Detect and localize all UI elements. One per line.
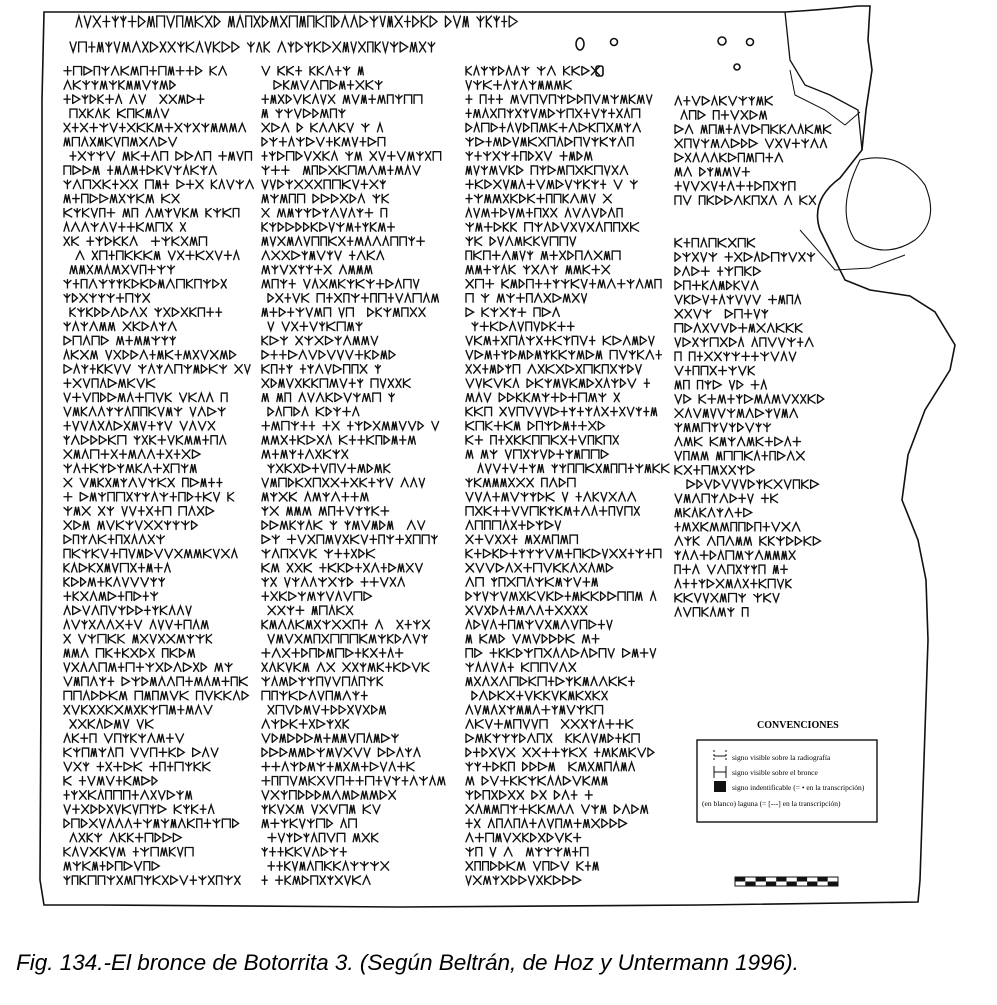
legend-item-3: signo indentificable (= • en la transcripción)	[732, 783, 865, 792]
legend-item-4: (en blanco) laguna (= [---] en la transcripción)	[702, 799, 841, 808]
solid-bracket-icon	[714, 766, 726, 778]
filled-square-icon	[714, 781, 726, 792]
dotted-bracket-icon	[714, 750, 726, 762]
inscription-lines	[64, 16, 831, 884]
legend	[697, 720, 877, 822]
legend-title: CONVENCIONES	[757, 720, 839, 731]
legend-item-1: signo visible sobre la radiografía	[732, 753, 831, 762]
scale-bar	[735, 877, 838, 886]
legend-item-2: signo visible sobre el bronce	[732, 768, 818, 777]
fracture-fragment	[846, 158, 931, 250]
rivet-holes	[576, 37, 754, 76]
figure-caption: Fig. 134.-El bronce de Botorrita 3. (Según Beltrán, de Hoz y Untermann 1996).	[16, 950, 799, 975]
